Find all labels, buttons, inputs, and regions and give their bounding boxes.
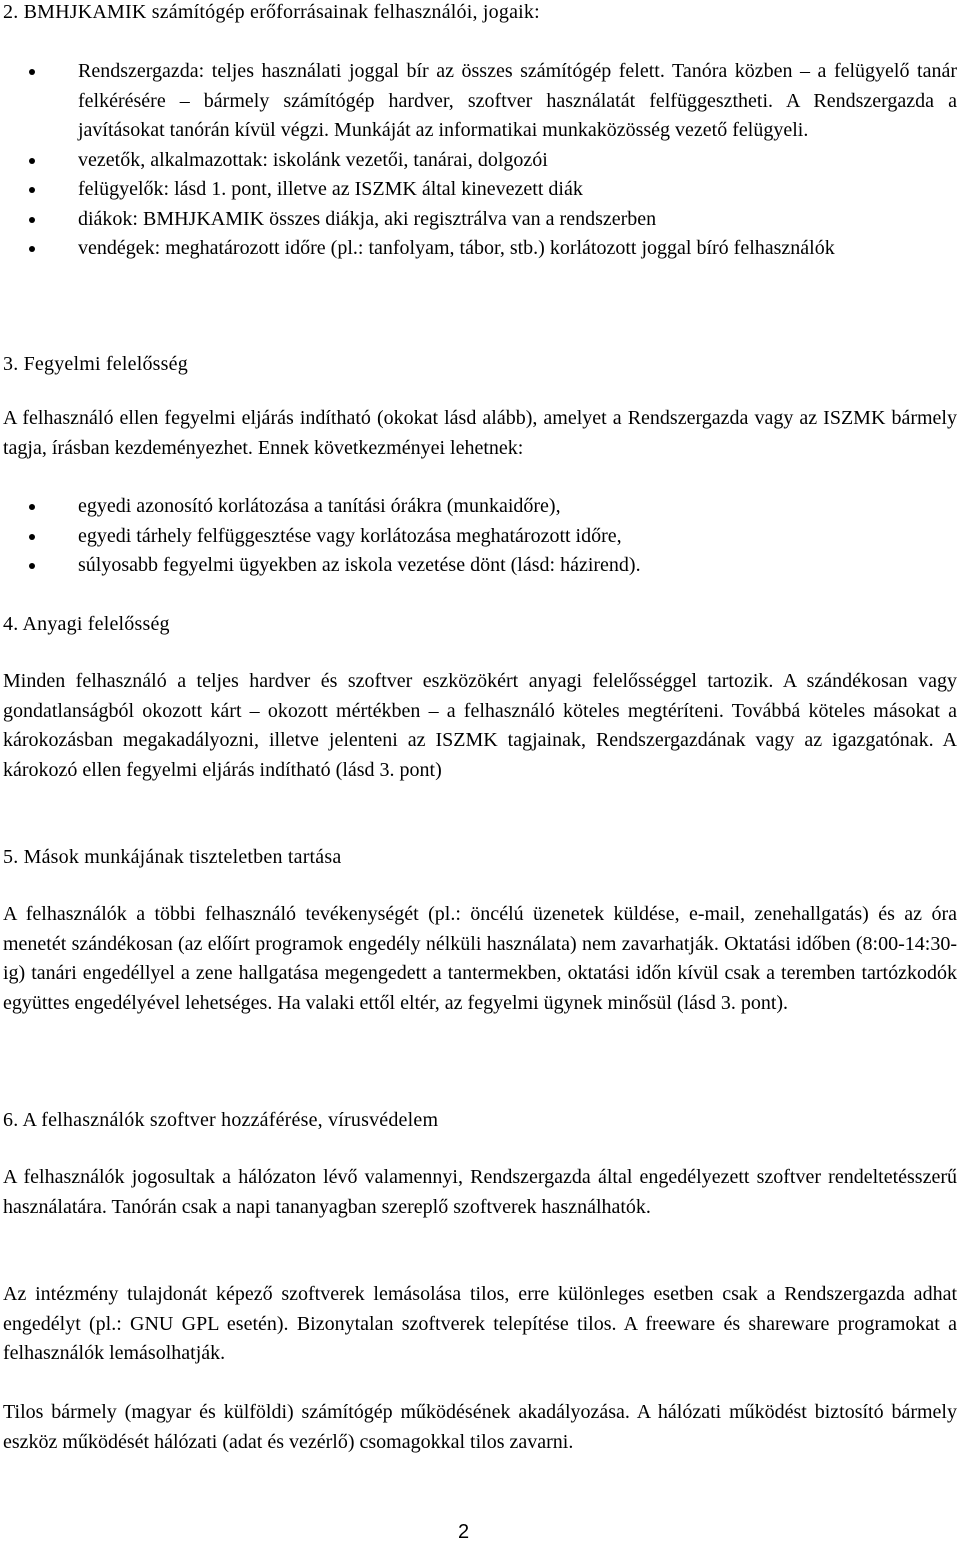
section-2-heading: 2. BMHJKAMIK számítógép erőforrásainak felhasználói, jogaik:: [3, 1, 540, 23]
section-6-paragraph-3: Tilos bármely (magyar és külföldi) számítógép működésének akadályozása. A hálózati működést biztosító bármely eszköz működését hálózati (adat és vezérlő) csomagokkal tilos zavarni.: [3, 1401, 957, 1453]
list-item: felügyelők: lásd 1. pont, illetve az ISZMK által kinevezett diák: [3, 175, 957, 205]
section-4-paragraph: Minden felhasználó a teljes hardver és szoftver eszközökért anyagi felelősséggel tartozik. A szándékosan vagy gondatlanságból okozott kárt – okozott mértékben – a felhasználó köteles megtéríteni. Továbbá köteles másokat a károkozásban megakadályozni, illetve jelenteni az ISZMK tagjainak, Rendszergazdának vagy az igazgatónak. A károkozó ellen fegyelmi eljárás indítható (lásd 3. pont): [3, 670, 957, 781]
section-5-heading: 5. Mások munkájának tiszteletben tartása: [3, 846, 342, 868]
section-4-heading: 4. Anyagi felelősség: [3, 613, 170, 635]
section-6-paragraph-1: A felhasználók jogosultak a hálózaton lévő valamennyi, Rendszergazda által engedélyezett szoftver rendeltetésszerű használatára. Tanórán csak a napi tananyagban szereplő szoftverek használhatók.: [3, 1166, 957, 1218]
list-item: vendégek: meghatározott időre (pl.: tanfolyam, tábor, stb.) korlátozott joggal bíró felhasználók: [3, 234, 957, 264]
section-3-heading: 3. Fegyelmi felelősség: [3, 353, 188, 375]
section-6-heading: 6. A felhasználók szoftver hozzáférése, vírusvédelem: [3, 1109, 439, 1131]
section-6-paragraph-2: Az intézmény tulajdonát képező szoftverek lemásolása tilos, erre különleges esetben csak a Rendszergazda adhat engedélyt (pl.: GNU GPL esetén). Bizonytalan szoftverek telepítése tilos. A freeware és shareware programokat a felhasználók lemásolhatják.: [3, 1283, 957, 1364]
section-3-paragraph: A felhasználó ellen fegyelmi eljárás indítható (okokat lásd alább), amelyet a Rendszergazda vagy az ISZMK bármely tagja, írásban kezdeményezhet. Ennek következményei lehetnek:: [3, 407, 957, 459]
page-number: 2: [458, 1521, 470, 1543]
list-item: egyedi tárhely felfüggesztése vagy korlátozása meghatározott időre,: [3, 522, 957, 552]
section-5-paragraph: A felhasználók a többi felhasználó tevékenységét (pl.: öncélú üzenetek küldése, e-mail, zenehallgatás) és az óra menetét szándékosan (az előírt programok engedély nélküli használata) nem zavarhatják. Oktatási időben (8:00-14:30-ig) tanári engedéllyel a zene hallgatása megengedett a tantermekben, oktatási időn kívül csak a teremben tartózkodók együttes engedélyével lehetséges. Ha valaki ettől eltér, az fegyelmi ügynek minősül (lásd 3. pont).: [3, 903, 957, 1014]
list-item: súlyosabb fegyelmi ügyekben az iskola vezetése dönt (lásd: házirend).: [3, 551, 957, 581]
section-2-list: [3, 57, 957, 264]
list-item: Rendszergazda: teljes használati joggal bír az összes számítógép felett. Tanóra közben – a felügyelő tanár felkérésére – bármely számítógép hardver, szoftver használatát felfüggesztheti. A Rendszergazda a javításokat tanórán kívül végzi. Munkáját az informatikai munkaközösség vezető felügyeli.: [3, 57, 957, 146]
list-item: egyedi azonosító korlátozása a tanítási órákra (munkaidőre),: [3, 492, 957, 522]
list-item: vezetők, alkalmazottak: iskolánk vezetői, tanárai, dolgozói: [3, 146, 957, 176]
section-3-list: [3, 492, 957, 581]
list-item: diákok: BMHJKAMIK összes diákja, aki regisztrálva van a rendszerben: [3, 205, 957, 235]
